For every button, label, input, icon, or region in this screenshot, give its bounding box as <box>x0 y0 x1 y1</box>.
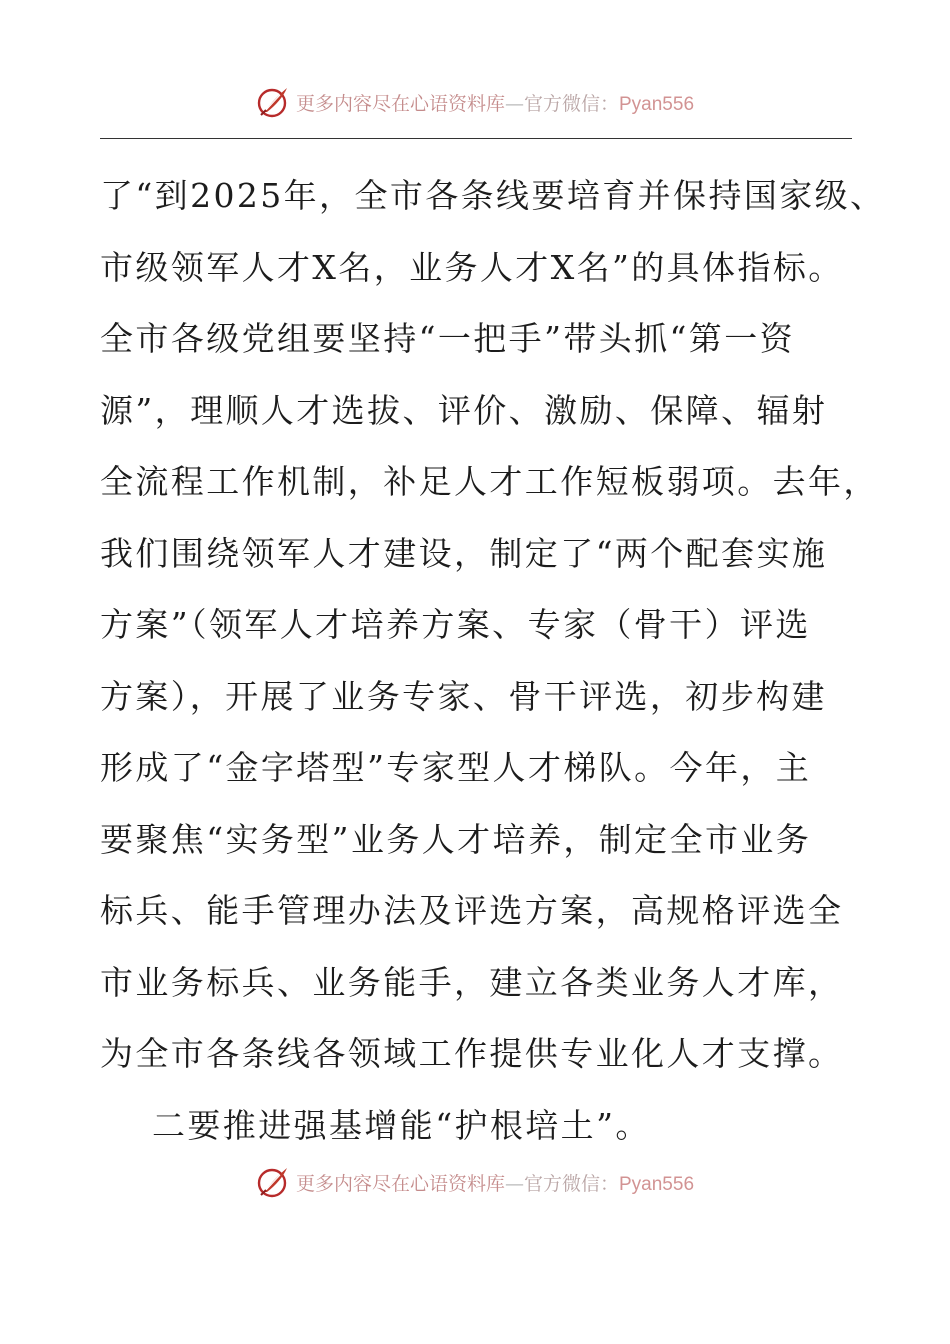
document-body <box>100 160 886 1161</box>
section-heading-line: 二要推进强基增能“护根培土”。 <box>152 1105 651 1145</box>
text-line: 全市各级党组要坚持“一把手”带头抓“第一资 <box>100 319 796 358</box>
wechat-label: 官方微信： <box>523 1172 619 1195</box>
brand-text: 更多内容尽在心语资料库 <box>295 1172 505 1195</box>
text-line: 全流程工作机制，补足人才工作短板弱项。去年， <box>100 462 879 501</box>
wechat-label: 官方微信： <box>523 92 619 115</box>
text-line: 源”，理顺人才选拔、评价、激励、保障、辐射 <box>100 390 828 430</box>
header-banner <box>0 80 950 124</box>
footer-banner <box>0 1160 950 1204</box>
brand-text: 更多内容尽在心语资料库 <box>295 92 505 115</box>
text-line: 标兵、能手管理办法及评选方案，高规格评选全 <box>100 891 844 930</box>
banner-separator: — <box>504 92 524 115</box>
wechat-id: Pyan556 <box>619 93 695 115</box>
header-divider <box>100 138 852 139</box>
text-line: 我们围绕领军人才建设，制定了“两个配套实施 <box>100 533 828 573</box>
text-line: 市业务标兵、业务能手，建立各类业务人才库， <box>100 962 844 1002</box>
quill-logo-icon <box>256 1165 290 1199</box>
text-line: 市级领军人才X名，业务人才X名”的具体指标。 <box>100 247 844 287</box>
header-banner-text <box>296 89 694 116</box>
text-line: 要聚焦“实务型”业务人才培养，制定全市业务 <box>100 819 812 859</box>
banner-separator: — <box>504 1172 524 1195</box>
text-line: 了“到2025年，全市各条线要培育并保持国家级、 <box>100 176 886 215</box>
text-line: 方案），开展了业务专家、骨干评选，初步构建 <box>100 676 827 716</box>
wechat-id: Pyan556 <box>619 1173 695 1195</box>
quill-logo-icon <box>256 85 290 119</box>
text-line: 形成了“金字塔型”专家型人才梯队。今年，主 <box>100 748 812 787</box>
text-line: 方案”（领军人才培养方案、专家（骨干）评选 <box>100 605 811 644</box>
footer-banner-text <box>296 1169 694 1196</box>
text-line: 为全市各条线各领域工作提供专业化人才支撑。 <box>100 1034 844 1073</box>
